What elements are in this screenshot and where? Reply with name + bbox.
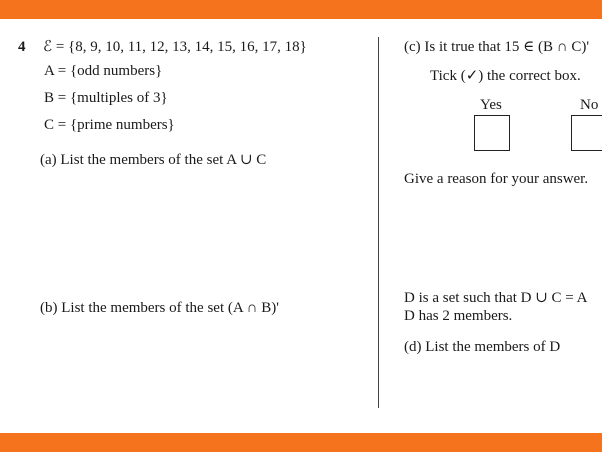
set-d-size: D has 2 members. xyxy=(404,308,513,324)
column-divider xyxy=(378,37,379,408)
yes-label: Yes xyxy=(480,97,502,113)
part-b-prompt: (b) List the members of the set (A ∩ B)' xyxy=(40,300,279,316)
set-b-definition: B = {multiples of 3} xyxy=(44,90,168,106)
part-a-prompt: (a) List the members of the set A ∪ C xyxy=(40,152,267,168)
bottom-accent-bar xyxy=(0,433,602,452)
part-c-prompt: (c) Is it true that 15 ∈ (B ∩ C)' xyxy=(404,39,590,55)
universal-set: ℰ = {8, 9, 10, 11, 12, 13, 14, 15, 16, 17, 18} xyxy=(43,39,307,55)
set-c-definition: C = {prime numbers} xyxy=(44,117,175,133)
no-label: No xyxy=(580,97,599,113)
tick-instruction: Tick (✓) the correct box. xyxy=(430,68,581,84)
part-d-prompt: (d) List the members of D xyxy=(404,339,561,355)
top-accent-bar xyxy=(0,0,602,19)
set-d-definition: D is a set such that D ∪ C = A xyxy=(404,290,588,306)
question-number: 4 xyxy=(18,39,26,55)
yes-checkbox[interactable] xyxy=(474,115,510,151)
reason-prompt: Give a reason for your answer. xyxy=(404,171,589,187)
set-a-definition: A = {odd numbers} xyxy=(44,63,163,79)
no-checkbox[interactable] xyxy=(571,115,602,151)
